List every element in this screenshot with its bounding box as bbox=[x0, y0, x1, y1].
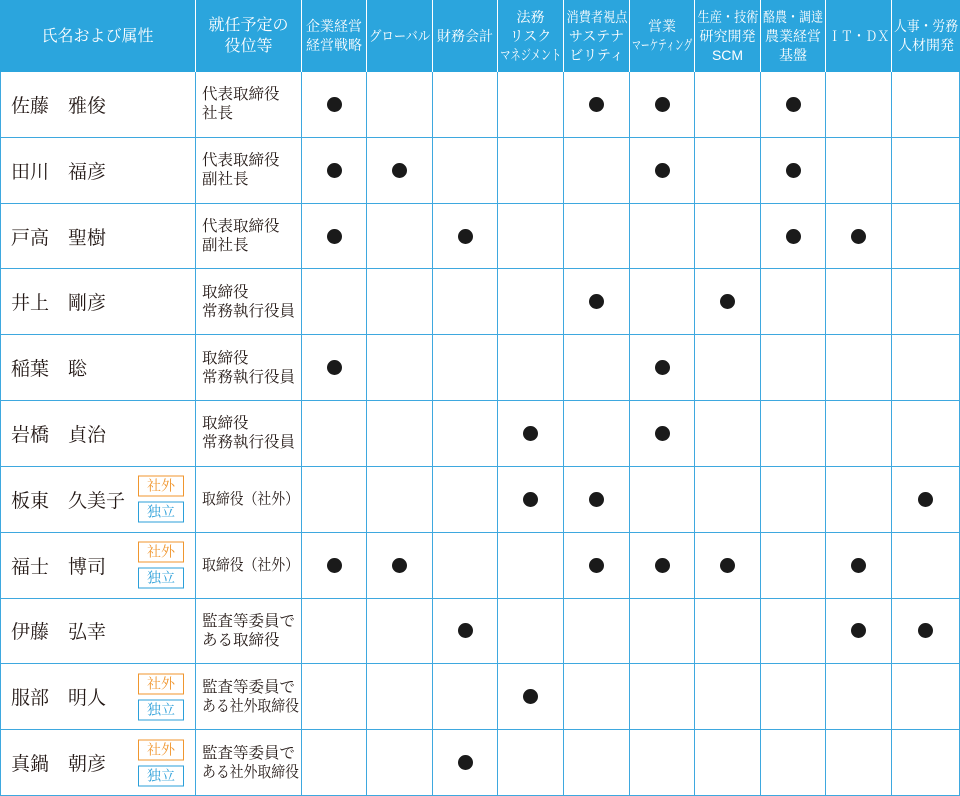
skill-column-header-text: 経営戦略 bbox=[306, 37, 362, 53]
skill-column-header-text: リスク bbox=[509, 27, 552, 44]
skill-cell bbox=[761, 664, 826, 730]
skill-column-header bbox=[433, 0, 498, 72]
skill-cell bbox=[695, 664, 761, 730]
skill-cell bbox=[892, 533, 960, 599]
skill-dot bbox=[918, 492, 933, 507]
skill-dot bbox=[851, 558, 866, 573]
skill-cell bbox=[302, 401, 367, 467]
director-name-cell bbox=[0, 335, 196, 401]
role-line-text: 常務執行役員 bbox=[202, 368, 296, 386]
skill-cell bbox=[630, 533, 695, 599]
skill-cell bbox=[302, 204, 367, 270]
role-line bbox=[202, 85, 280, 104]
skill-cell bbox=[630, 401, 695, 467]
role-line-text: 監査等委員で bbox=[202, 612, 296, 630]
skill-cell bbox=[892, 72, 960, 138]
director-name: 真鍋 朝彦 bbox=[11, 754, 107, 776]
skill-cell bbox=[367, 664, 433, 730]
director-role-cell bbox=[196, 599, 302, 665]
role-line-text: 取締役 bbox=[202, 349, 249, 367]
skill-cell bbox=[302, 533, 367, 599]
skill-cell bbox=[630, 204, 695, 270]
director-role-cell bbox=[196, 204, 302, 270]
skill-cell bbox=[761, 269, 826, 335]
director-role-cell bbox=[196, 138, 302, 204]
skill-cell bbox=[367, 730, 433, 796]
role-line-text: 副社長 bbox=[202, 237, 249, 255]
skill-cell bbox=[564, 269, 630, 335]
skill-cell bbox=[498, 467, 564, 533]
director-role-cell bbox=[196, 269, 302, 335]
skill-cell bbox=[826, 599, 892, 665]
role-line-text: 副社長 bbox=[202, 171, 249, 189]
attribute-badges bbox=[138, 476, 184, 523]
skill-cell bbox=[564, 533, 630, 599]
skill-cell bbox=[630, 72, 695, 138]
skill-cell bbox=[367, 599, 433, 665]
role-line bbox=[202, 349, 295, 368]
skill-cell bbox=[564, 599, 630, 665]
skill-cell bbox=[695, 467, 761, 533]
skill-cell bbox=[826, 72, 892, 138]
name-column-header bbox=[0, 0, 196, 72]
skill-cell bbox=[630, 599, 695, 665]
header-line bbox=[564, 27, 629, 46]
skill-cell bbox=[892, 467, 960, 533]
role-line-text: 取締役 bbox=[202, 283, 249, 301]
skill-cell bbox=[498, 401, 564, 467]
role-line-text: 社長 bbox=[202, 105, 234, 123]
skill-cell bbox=[433, 335, 498, 401]
independent-director-badge: 独立 bbox=[138, 502, 184, 523]
skill-dot bbox=[786, 163, 801, 178]
skill-dot bbox=[655, 97, 670, 112]
role-line bbox=[202, 697, 302, 716]
skill-dot bbox=[327, 163, 342, 178]
director-name: 稲葉 聡 bbox=[11, 359, 88, 381]
skill-dot bbox=[327, 229, 342, 244]
skill-cell bbox=[826, 204, 892, 270]
skill-column-header bbox=[564, 0, 630, 72]
director-role bbox=[202, 85, 280, 123]
director-name: 佐藤 雅俊 bbox=[11, 95, 107, 117]
skill-dot bbox=[655, 558, 670, 573]
skill-cell bbox=[630, 467, 695, 533]
role-line-text: 取締役（社外） bbox=[202, 490, 300, 508]
skill-cell bbox=[826, 335, 892, 401]
skill-cell bbox=[695, 533, 761, 599]
skill-cell bbox=[695, 599, 761, 665]
director-name-cell bbox=[0, 138, 196, 204]
director-role bbox=[202, 283, 295, 321]
skill-dot bbox=[589, 294, 604, 309]
role-line-text: 取締役（社外） bbox=[202, 556, 300, 574]
header-line bbox=[498, 46, 563, 65]
director-role-cell bbox=[196, 467, 302, 533]
director-name: 岩橋 貞治 bbox=[11, 424, 107, 446]
skill-cell bbox=[564, 335, 630, 401]
skill-column-header-text: 基盤 bbox=[779, 46, 807, 63]
director-name-cell bbox=[0, 730, 196, 796]
skill-dot bbox=[589, 97, 604, 112]
director-role bbox=[202, 414, 295, 452]
role-line bbox=[202, 631, 295, 650]
outside-director-badge: 社外 bbox=[138, 673, 184, 694]
skill-column-header-text: SCM bbox=[711, 46, 744, 63]
director-role-cell bbox=[196, 401, 302, 467]
header-line bbox=[892, 36, 960, 55]
skill-cell bbox=[695, 269, 761, 335]
role-line-text: 代表取締役 bbox=[202, 218, 280, 236]
skill-cell bbox=[695, 730, 761, 796]
header-line bbox=[302, 17, 366, 36]
skill-column-header-text: グローバル bbox=[369, 27, 430, 44]
skill-cell bbox=[630, 730, 695, 796]
skill-cell bbox=[302, 72, 367, 138]
skill-cell bbox=[826, 269, 892, 335]
skill-cell bbox=[630, 138, 695, 204]
skill-cell bbox=[498, 335, 564, 401]
skill-cell bbox=[695, 138, 761, 204]
skill-column-header bbox=[302, 0, 367, 72]
role-line-text: ある社外取締役 bbox=[202, 697, 300, 715]
skill-cell bbox=[498, 269, 564, 335]
skill-cell bbox=[433, 72, 498, 138]
skill-cell bbox=[498, 533, 564, 599]
role-column-header bbox=[196, 0, 302, 72]
role-line-text: ある取締役 bbox=[202, 631, 280, 649]
header-line bbox=[0, 26, 195, 47]
role-line bbox=[202, 104, 280, 123]
outside-director-badge: 社外 bbox=[138, 739, 184, 760]
skill-cell bbox=[564, 401, 630, 467]
header-line bbox=[892, 17, 960, 36]
skill-cell bbox=[302, 269, 367, 335]
skill-cell bbox=[564, 204, 630, 270]
role-line-text: 常務執行役員 bbox=[202, 302, 296, 320]
skill-dot bbox=[392, 163, 407, 178]
director-role bbox=[202, 678, 302, 716]
director-name-cell bbox=[0, 533, 196, 599]
role-line-text: 監査等委員で bbox=[202, 744, 296, 762]
skill-dot bbox=[327, 558, 342, 573]
header-line bbox=[630, 36, 694, 55]
header-line bbox=[196, 36, 301, 57]
director-name-cell bbox=[0, 72, 196, 138]
skill-cell bbox=[367, 269, 433, 335]
role-line bbox=[202, 612, 295, 631]
skill-cell bbox=[564, 138, 630, 204]
skill-cell bbox=[761, 599, 826, 665]
header-line bbox=[761, 46, 825, 65]
skill-cell bbox=[564, 664, 630, 730]
skill-column-header bbox=[826, 0, 892, 72]
skill-cell bbox=[761, 401, 826, 467]
role-line bbox=[202, 283, 295, 302]
skill-column-header bbox=[695, 0, 761, 72]
skill-cell bbox=[892, 204, 960, 270]
skill-column-header-text: 営業 bbox=[648, 18, 676, 34]
skill-cell bbox=[302, 335, 367, 401]
director-role bbox=[202, 744, 302, 782]
skill-dot bbox=[786, 229, 801, 244]
role-line bbox=[202, 236, 280, 255]
director-role-cell bbox=[196, 72, 302, 138]
skill-cell bbox=[433, 204, 498, 270]
skill-dot bbox=[523, 426, 538, 441]
skill-column-header-text: 人材開発 bbox=[898, 37, 954, 53]
director-role bbox=[202, 612, 295, 650]
skill-cell bbox=[367, 138, 433, 204]
director-role-cell bbox=[196, 730, 302, 796]
director-role bbox=[202, 490, 302, 509]
header-line bbox=[630, 17, 694, 36]
skill-dot bbox=[523, 492, 538, 507]
skill-cell bbox=[761, 204, 826, 270]
skill-cell bbox=[761, 335, 826, 401]
skill-cell bbox=[826, 533, 892, 599]
skill-column-header bbox=[892, 0, 960, 72]
skill-cell bbox=[367, 72, 433, 138]
role-line bbox=[202, 763, 302, 782]
skill-cell bbox=[367, 335, 433, 401]
director-name: 井上 剛彦 bbox=[11, 293, 107, 315]
skill-column-header-text: 人事・労務 bbox=[894, 18, 958, 34]
skill-dot bbox=[458, 755, 473, 770]
skill-column-header bbox=[367, 0, 433, 72]
independent-director-badge: 独立 bbox=[138, 568, 184, 589]
director-name: 板東 久美子 bbox=[11, 490, 126, 512]
director-name-cell bbox=[0, 664, 196, 730]
skill-cell bbox=[761, 138, 826, 204]
outside-director-badge: 社外 bbox=[138, 476, 184, 497]
skill-column-header-text: 研究開発 bbox=[699, 27, 756, 44]
director-role bbox=[202, 556, 302, 575]
role-line-text: 代表取締役 bbox=[202, 86, 280, 104]
skill-cell bbox=[433, 467, 498, 533]
skill-cell bbox=[892, 269, 960, 335]
director-name: 服部 明人 bbox=[11, 688, 107, 710]
skill-column-header bbox=[498, 0, 564, 72]
role-line bbox=[202, 302, 295, 321]
director-name-cell bbox=[0, 401, 196, 467]
skill-cell bbox=[367, 204, 433, 270]
director-name-cell bbox=[0, 467, 196, 533]
skill-column-header-text: 法務 bbox=[516, 8, 545, 25]
skill-dot bbox=[720, 558, 735, 573]
skill-cell bbox=[433, 730, 498, 796]
skill-cell bbox=[892, 599, 960, 665]
skill-cell bbox=[433, 599, 498, 665]
header-line bbox=[695, 8, 760, 27]
skill-cell bbox=[367, 401, 433, 467]
skill-cell bbox=[498, 72, 564, 138]
role-column-header-text: 役位等 bbox=[224, 38, 273, 55]
skill-cell bbox=[367, 467, 433, 533]
skill-cell bbox=[892, 335, 960, 401]
director-name-cell bbox=[0, 599, 196, 665]
skill-dot bbox=[655, 360, 670, 375]
skill-cell bbox=[498, 599, 564, 665]
skill-cell bbox=[630, 269, 695, 335]
skill-dot bbox=[327, 97, 342, 112]
skill-column-header-text: ＩＴ・ＤＸ bbox=[828, 27, 889, 44]
skill-cell bbox=[564, 467, 630, 533]
skill-dot bbox=[392, 558, 407, 573]
skill-cell bbox=[826, 730, 892, 796]
skill-column-header-text: 消費者視点 bbox=[566, 8, 627, 25]
role-line bbox=[202, 151, 280, 170]
director-role-cell bbox=[196, 335, 302, 401]
attribute-badges bbox=[138, 542, 184, 589]
skill-column-header-text: 財務会計 bbox=[437, 27, 493, 44]
director-role-cell bbox=[196, 664, 302, 730]
skill-cell bbox=[826, 401, 892, 467]
skill-cell bbox=[826, 467, 892, 533]
director-role bbox=[202, 349, 295, 387]
role-line bbox=[202, 170, 280, 189]
skill-cell bbox=[564, 730, 630, 796]
skill-cell bbox=[695, 72, 761, 138]
skill-column-header-text: 企業経営 bbox=[306, 18, 362, 34]
skill-cell bbox=[302, 664, 367, 730]
role-column-header-text: 就任予定の bbox=[208, 17, 289, 34]
skill-cell bbox=[892, 401, 960, 467]
skill-cell bbox=[761, 730, 826, 796]
skill-cell bbox=[695, 335, 761, 401]
skill-dot bbox=[786, 97, 801, 112]
outside-director-badge: 社外 bbox=[138, 542, 184, 563]
skill-cell bbox=[826, 664, 892, 730]
role-line bbox=[202, 414, 295, 433]
header-line bbox=[367, 27, 432, 46]
skill-dot bbox=[720, 294, 735, 309]
header-line bbox=[498, 8, 563, 27]
skill-dot bbox=[851, 623, 866, 638]
role-line bbox=[202, 217, 280, 236]
skill-cell bbox=[433, 138, 498, 204]
skill-dot bbox=[851, 229, 866, 244]
header-line bbox=[433, 27, 497, 46]
director-name-cell bbox=[0, 204, 196, 270]
skill-cell bbox=[630, 335, 695, 401]
header-line bbox=[564, 46, 629, 65]
skill-cell bbox=[826, 138, 892, 204]
role-line-text: 取締役 bbox=[202, 415, 249, 433]
role-line-text: ある社外取締役 bbox=[202, 763, 300, 781]
skill-cell bbox=[302, 138, 367, 204]
independent-director-badge: 独立 bbox=[138, 699, 184, 720]
skill-column-header-text: 生産・技術 bbox=[697, 8, 758, 25]
skill-cell bbox=[892, 730, 960, 796]
skill-dot bbox=[327, 360, 342, 375]
skill-cell bbox=[433, 269, 498, 335]
role-line bbox=[202, 433, 295, 452]
director-role bbox=[202, 217, 280, 255]
skill-cell bbox=[630, 664, 695, 730]
header-line bbox=[826, 27, 891, 46]
skill-cell bbox=[302, 599, 367, 665]
role-line bbox=[202, 556, 302, 575]
header-line bbox=[564, 8, 629, 27]
skill-column-header-text: ビリティ bbox=[569, 46, 624, 63]
skill-cell bbox=[433, 401, 498, 467]
header-line bbox=[695, 46, 760, 65]
skill-dot bbox=[589, 558, 604, 573]
role-line bbox=[202, 678, 302, 697]
role-line-text: 監査等委員で bbox=[202, 678, 296, 696]
skill-cell bbox=[695, 401, 761, 467]
skill-cell bbox=[761, 467, 826, 533]
skill-cell bbox=[498, 730, 564, 796]
skill-cell bbox=[695, 204, 761, 270]
header-line bbox=[196, 15, 301, 36]
skill-cell bbox=[892, 664, 960, 730]
skill-dot bbox=[589, 492, 604, 507]
skill-dot bbox=[655, 426, 670, 441]
header-line bbox=[498, 27, 563, 46]
skill-cell bbox=[433, 533, 498, 599]
name-column-header-text: 氏名および属性 bbox=[41, 27, 154, 45]
role-line bbox=[202, 490, 302, 509]
skill-dot bbox=[523, 689, 538, 704]
skill-dot bbox=[458, 623, 473, 638]
attribute-badges bbox=[138, 673, 184, 720]
skill-cell bbox=[564, 72, 630, 138]
role-line bbox=[202, 368, 295, 387]
header-line bbox=[302, 36, 366, 55]
skill-dot bbox=[458, 229, 473, 244]
skill-column-header bbox=[761, 0, 826, 72]
header-line bbox=[761, 27, 825, 46]
director-name: 伊藤 弘幸 bbox=[11, 622, 107, 644]
skill-cell bbox=[302, 730, 367, 796]
director-name: 戸高 聖樹 bbox=[11, 227, 107, 249]
independent-director-badge: 独立 bbox=[138, 765, 184, 786]
skill-cell bbox=[761, 533, 826, 599]
skill-cell bbox=[367, 533, 433, 599]
skill-cell bbox=[498, 138, 564, 204]
skill-column-header-text: 酪農・調達 bbox=[763, 8, 823, 25]
skill-cell bbox=[498, 664, 564, 730]
director-role-cell bbox=[196, 533, 302, 599]
skill-column-header bbox=[630, 0, 695, 72]
skill-dot bbox=[918, 623, 933, 638]
skill-column-header-text: マーケティング bbox=[632, 37, 693, 53]
skill-cell bbox=[498, 204, 564, 270]
director-name-cell bbox=[0, 269, 196, 335]
skill-cell bbox=[761, 72, 826, 138]
director-role bbox=[202, 151, 280, 189]
role-line-text: 代表取締役 bbox=[202, 152, 280, 170]
skill-cell bbox=[433, 664, 498, 730]
skill-column-header-text: 農業経営 bbox=[765, 27, 821, 44]
skill-cell bbox=[302, 467, 367, 533]
role-line bbox=[202, 744, 302, 763]
director-name: 田川 福彦 bbox=[11, 161, 107, 183]
skill-cell bbox=[892, 138, 960, 204]
skill-column-header-text: マネジメント bbox=[499, 46, 562, 63]
role-line-text: 常務執行役員 bbox=[202, 434, 296, 452]
attribute-badges bbox=[138, 739, 184, 786]
skill-column-header-text: サステナ bbox=[568, 27, 625, 44]
header-line bbox=[695, 27, 760, 46]
header-line bbox=[761, 8, 825, 27]
skill-dot bbox=[655, 163, 670, 178]
director-name: 福士 博司 bbox=[11, 556, 107, 578]
